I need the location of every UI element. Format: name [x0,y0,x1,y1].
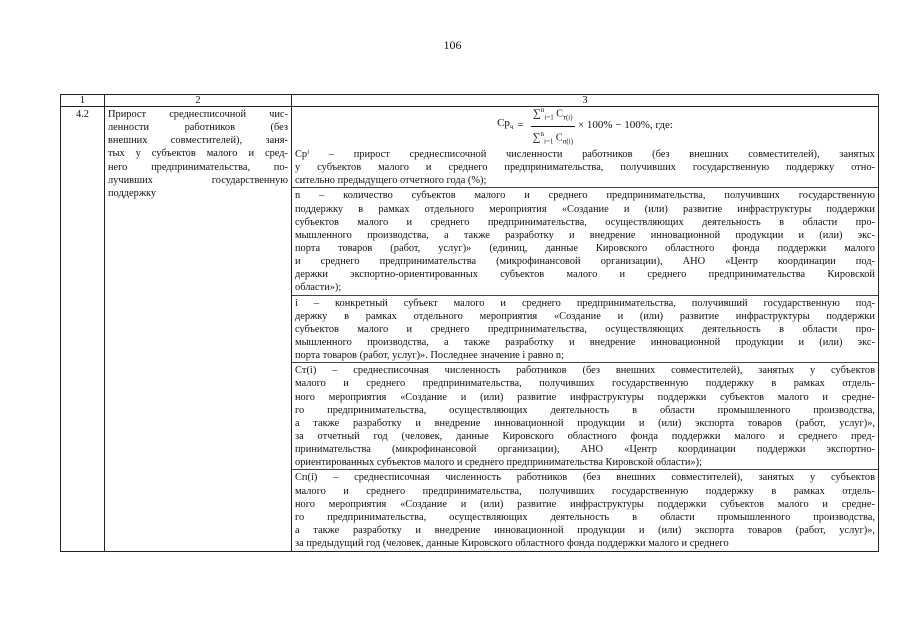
description-line: держку в рамках отдельного мероприятия «Создание и (или) развитие инфраструктуры поддержки [295,310,875,322]
description-line: ного мероприятия «Создание и (или) развитие инфраструктуры поддержки субъектов малого и средне- [295,498,875,510]
description-line: порта товаров (работ, услуг)». Последнее значение i равно n; [295,350,564,362]
description-line: и среднего предпринимательства (микрофинансовой организации), АНО «Центр координации под- [295,256,875,268]
description-line: у субъектов малого и среднего предпринимательства, получивших государственную поддержку отно- [295,162,875,174]
description-line: сительно предыдущего отчетного года (%); [295,175,487,187]
formula-numerator: ∑$^n_{i=1}$ $C_{т(i)}$ [531,104,575,126]
description-line: принимательства (микрофинансовой организации), АНО «Центр координации поддержки экспортно- [295,444,875,456]
indicator-name-line: внешних совместителей), заня- [108,135,288,147]
description-line: мышленного производства, а также разработку и внедрение инновационной продукции и (или) экс- [295,229,875,241]
block-divider [292,469,878,470]
description-line: поддержку в рамках отдельного мероприятия «Создание и (или) развитие инфраструктуры поддержки [295,203,875,215]
indicator-name-line: поддержку [108,187,157,199]
indicator-name-line: Прирост среднесписочной чис- [108,109,288,120]
indicator-name-line: тых у субъектов малого и сред- [108,148,288,160]
description-line: мышленного производства, а также разработку и внедрение инновационной продукции и (или) экс- [295,336,875,348]
formula-tail: × 100% − 100%, где: [577,119,673,132]
indicator-name-line: него предпринимательства, по- [108,161,288,173]
description-line: го предпринимательства, осуществляющих деятельность в области промышленного производства, [295,404,875,416]
description-line: малого и среднего предпринимательства, получивших государственную поддержку в рамках отдель- [295,485,875,497]
formula-equals: = [517,119,524,132]
description-line: держки экспортно-ориентированных субъектов малого и среднего предпринимательства Кировской [295,269,875,281]
description-line: субъектов малого и среднего предпринимательства, осуществляющих деятельность в области про- [295,216,875,228]
description-line: Cт(i) – среднесписочная численность работников (без внешних совместителей), занятых у субъектов [295,365,875,377]
description-line: ного мероприятия «Создание и (или) развитие инфраструктуры поддержки субъектов малого и средне- [295,391,875,403]
block-divider [292,362,878,363]
indicator-method [292,107,879,552]
formula-denominator: ∑$^n_{i=1}$ $C_{п(i)}$ [532,129,573,145]
description-line: за предыдущий год (человек, данные Кировского областного фонда поддержки малого и среднего [295,538,729,550]
method-description [295,148,875,550]
indicator-name [105,107,292,552]
block-divider [292,187,878,188]
formula [295,106,875,145]
table-row [61,107,879,552]
description-line: ориентированных субъектов малого и среднего предпринимательства Кировской области»); [295,457,703,469]
indicator-name-line: лучивших государственную [108,174,288,186]
description-line: порта товаров (работ, услуг)» (единиц, данные Кировского областного фонда поддержки малого [295,242,875,254]
formula-lhs: $Ср_ч$ [497,117,514,132]
block-divider [292,295,878,296]
indicator-table [60,94,879,552]
page-number: 106 [443,38,462,52]
description-line: а также разработку и внедрение инновационной продукции и (или) экспорта товаров (работ, услуг)», [295,417,875,429]
description-line: малого и среднего предпринимательства, получивших государственную поддержку в рамках отдель- [295,378,875,390]
description-block [295,471,875,550]
column-header-2: 2 [105,95,292,107]
description-line: а также разработку и внедрение инновационной продукции и (или) экспорта товаров (работ, услуг)», [295,524,875,536]
column-header-1: 1 [61,95,105,107]
table-header-row [61,95,879,107]
description-line: n – количество субъектов малого и среднего предпринимательства, получивших государственную [295,190,875,202]
description-line: за отчетный год (человек, данные Кировского областного фонда поддержки малого и среднего пред- [295,430,875,442]
description-line: i – конкретный субъект малого и среднего предпринимательства, получивший государственную под- [295,297,875,309]
indicator-name-line: ленности работников (без [108,122,288,134]
description-line: области»); [295,282,342,294]
description-line: Cп(i) – среднесписочная численность работников (без внешних совместителей), занятых у субъектов [295,472,875,484]
description-block [295,297,875,363]
formula-fraction [531,104,575,148]
description-block [295,364,875,469]
description-line: субъектов малого и среднего предпринимательства, осуществляющих деятельность в области про- [295,323,875,335]
description-line: Срⁱ – прирост среднесписочной численности работников (без внешних совместителей), занятых [295,149,875,160]
column-header-3: 3 [292,95,879,107]
description-block [295,148,875,187]
row-number: 4.2 [61,107,105,552]
description-line: го предпринимательства, осуществляющих деятельность в области промышленного производства, [295,511,875,523]
description-block [295,189,875,294]
